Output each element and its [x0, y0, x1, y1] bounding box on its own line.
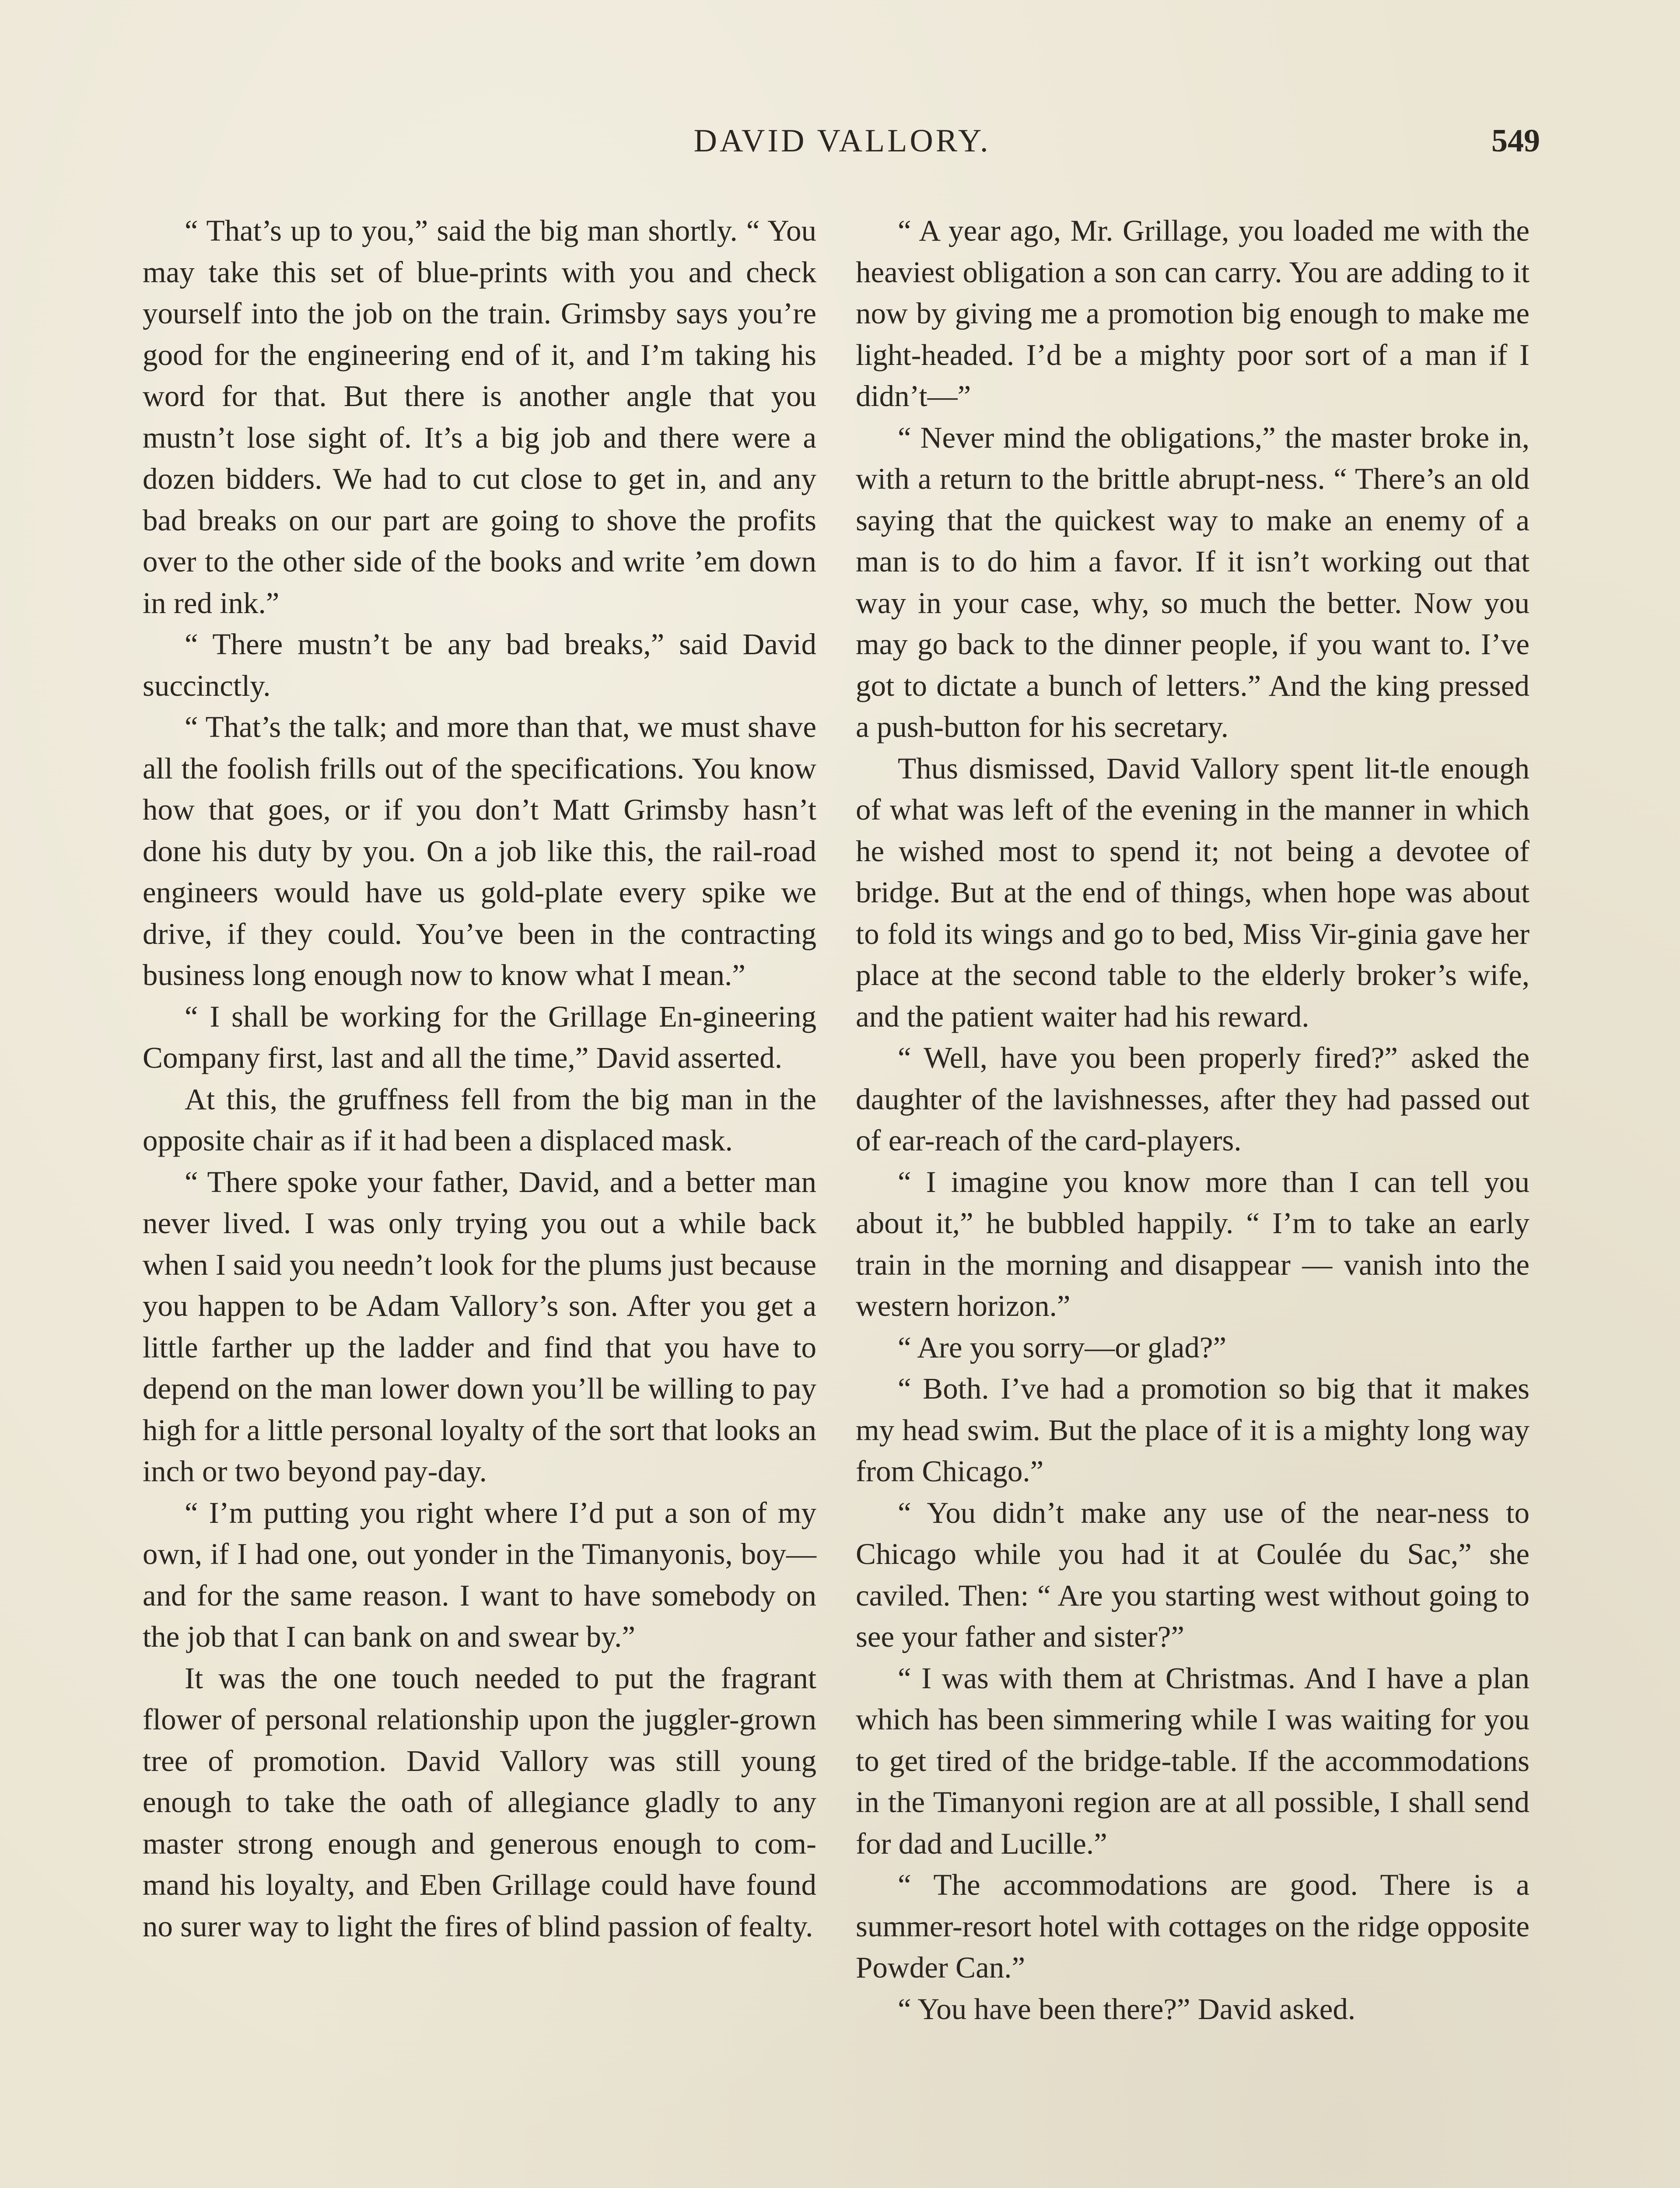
paragraph: Thus dismissed, David Vallory spent lit-tle enough of what was left of the evening in the manner in which he wished most to spend it; not being a devotee of bridge. But at the end of things, when hope was about to fold its wings and go to bed, Miss Vir-ginia gave her place at the second table to the elderly broker’s wife, and the patient waiter had his reward. [856, 751, 1530, 1033]
paragraph: “ A year ago, Mr. Grillage, you loaded me with the heaviest obligation a son can carry. You are adding to it now by giving me a promotion big enough to make me light-headed. I’d be a mighty poor sort of a man if I didn’t—” [856, 214, 1530, 413]
running-title: DAVID VALLORY. [693, 123, 991, 159]
paragraph: “ I imagine you know more than I can tell you about it,” he bubbled happily. “ I’m to take an early train in the morning and disappear — vanish into the western horizon.” [856, 1165, 1530, 1322]
paragraph: “ There mustn’t be any bad breaks,” said David succinctly. [143, 628, 816, 702]
paragraph: “ Both. I’ve had a promotion so big that it makes my head swim. But the place of it is a mighty long way from Chicago.” [856, 1372, 1530, 1488]
page-number: 549 [1491, 123, 1540, 159]
paragraph: “ I’m putting you right where I’d put a son of my own, if I had one, out yonder in the Timanyonis, boy—and for the same reason. I want to have somebody on the job that I can bank on and swear by.” [143, 1496, 816, 1653]
paragraph: “ That’s the talk; and more than that, we must shave all the foolish frills out of the specifications. You know how that goes, or if you don’t Matt Grimsby hasn’t done his duty by you. On a job like this, the rail-road engineers would have us gold-plate every spike we drive, if they could. You’ve been in the contracting business long enough now to know what I mean.” [143, 710, 816, 992]
paragraph: “ Never mind the obligations,” the master broke in, with a return to the brittle abrupt-ness. “ There’s an old saying that the quickest way to make an enemy of a man is to do him a favor. If it isn’t working out that way in your case, why, so much the better. Now you may go back to the dinner people, if you want to. I’ve got to dictate a bunch of letters.” And the king pressed a push-button for his secretary. [856, 421, 1530, 743]
paragraph: “ The accommodations are good. There is a summer-resort hotel with cottages on the ridge opposite Powder Can.” [856, 1868, 1530, 1984]
paragraph: “ You have been there?” David asked. [898, 1992, 1356, 2026]
paragraph: “ That’s up to you,” said the big man shortly. “ You may take this set of blue-prints with you and check yourself into the job on the train. Grimsby says you’re good for the engineering end of it, and I’m taking his word for that. But there is another angle that you mustn’t lose sight of. It’s a big job and there were a dozen bidders. We had to cut close to get in, and any bad breaks on our part are going to shove the profits over to the other side of the books and write ’em down in red ink.” [143, 214, 816, 620]
paragraph: At this, the gruffness fell from the big man in the opposite chair as if it had been a displaced mask. [143, 1082, 816, 1157]
paragraph: “ I was with them at Christmas. And I have a plan which has been simmering while I was waiting for you to get tired of the bridge-table. If the accommodations in the Timanyoni region are at all possible, I shall send for dad and Lucille.” [856, 1661, 1530, 1860]
paragraph: “ There spoke your father, David, and a better man never lived. I was only trying you out a while back when I said you needn’t look for the plums just because you happen to be Adam Vallory’s son. After you get a little farther up the ladder and find that you have to depend on the man lower down you’ll be willing to pay high for a little personal loyalty of the sort that looks an inch or two beyond pay-day. [143, 1165, 816, 1488]
left-text-column [143, 210, 816, 2188]
right-text-column [856, 210, 1530, 2188]
paragraph: “ You didn’t make any use of the near-ness to Chicago while you had it at Coulée du Sac,” she caviled. Then: “ Are you starting west without going to see your father and sister?” [856, 1496, 1530, 1653]
paragraph: “ Are you sorry—or glad?” [898, 1330, 1227, 1364]
paragraph: “ Well, have you been properly fired?” asked the daughter of the lavishnesses, after they had passed out of ear-reach of the card-players. [856, 1041, 1530, 1157]
paragraph: It was the one touch needed to put the fragrant flower of personal relationship upon the juggler-grown tree of promotion. David Vallory was still young enough to take the oath of allegiance gladly to any master strong enough and generous enough to com-mand his loyalty, and Eben Grillage could have found no surer way to light the fires of blind passion of fealty. [143, 1661, 816, 1943]
paragraph: “ I shall be working for the Grillage En-gineering Company first, last and all the time,” David asserted. [143, 999, 816, 1074]
page-header [144, 118, 1540, 171]
